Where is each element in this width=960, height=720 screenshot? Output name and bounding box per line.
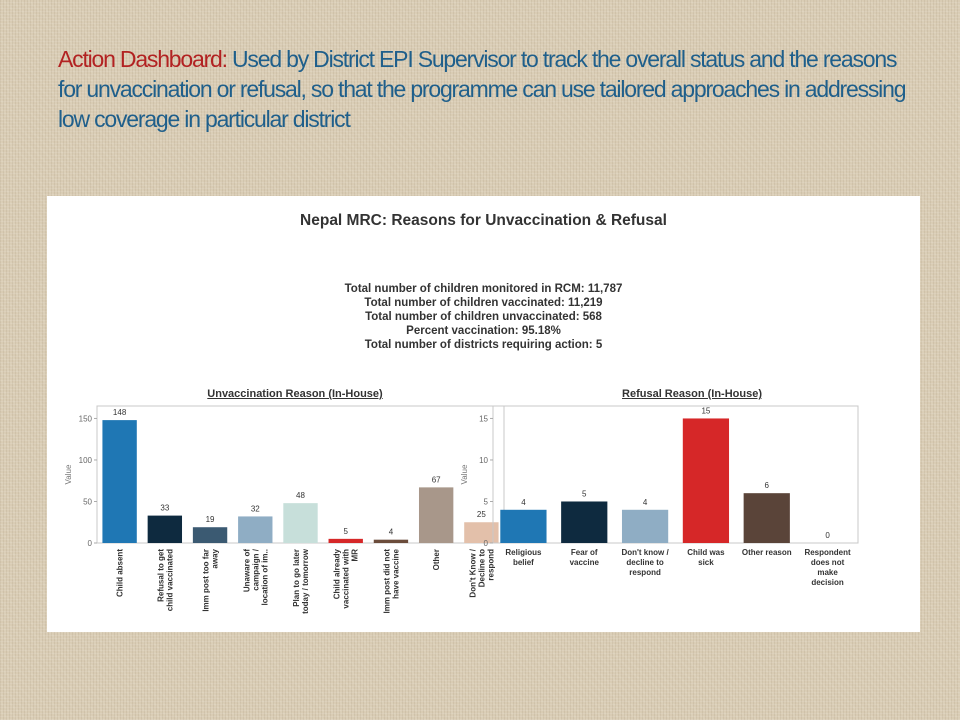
bar-2 bbox=[148, 516, 182, 543]
x-tick-label-8 bbox=[432, 549, 441, 570]
svg-text:Fear of: Fear of bbox=[570, 548, 598, 557]
bar-3 bbox=[622, 510, 668, 543]
x-tick-label-1 bbox=[505, 548, 542, 567]
svg-text:Other reason: Other reason bbox=[741, 548, 792, 557]
svg-text:away: away bbox=[210, 549, 220, 569]
svg-text:decline to: decline to bbox=[626, 558, 664, 567]
data-label-7: 4 bbox=[388, 527, 394, 537]
data-label-8: 67 bbox=[431, 475, 441, 485]
dashboard-title: Nepal MRC: Reasons for Unvaccination & Refusal bbox=[300, 212, 667, 229]
data-label-2: 5 bbox=[582, 489, 587, 499]
data-label-5: 48 bbox=[296, 491, 305, 501]
svg-text:Refusal to get: Refusal to get bbox=[156, 549, 166, 602]
y-tick-label: 10 bbox=[479, 455, 488, 465]
refusal-chart-title: Refusal Reason (In-House) bbox=[622, 388, 762, 400]
summary-children-monitored: Total number of children monitored in RCM: 11,787 bbox=[344, 283, 623, 295]
bar-2 bbox=[561, 501, 607, 543]
bar-4 bbox=[683, 418, 729, 543]
data-label-4: 15 bbox=[701, 406, 711, 416]
x-tick-label-1 bbox=[116, 549, 125, 597]
bar-4 bbox=[238, 516, 272, 543]
svg-text:Don't Know /: Don't Know / bbox=[468, 549, 478, 598]
y-axis-title: Value bbox=[460, 464, 469, 485]
svg-text:Child was: Child was bbox=[687, 548, 725, 557]
svg-text:Other: Other bbox=[432, 549, 442, 571]
svg-text:respond: respond bbox=[486, 549, 496, 581]
svg-text:campaign /: campaign / bbox=[251, 549, 261, 591]
svg-text:decision: decision bbox=[811, 578, 844, 587]
data-label-9: 25 bbox=[476, 510, 486, 520]
svg-text:Plan to go later: Plan to go later bbox=[292, 549, 301, 607]
dashboard-panel bbox=[47, 196, 920, 632]
data-label-1: 148 bbox=[112, 408, 127, 418]
y-tick-label: 5 bbox=[483, 497, 488, 507]
plot-area-frame bbox=[493, 406, 858, 543]
x-tick-label-5 bbox=[742, 548, 792, 557]
svg-text:vaccine: vaccine bbox=[569, 558, 599, 567]
refusal-bar-chart bbox=[457, 401, 897, 631]
summary-districts-requiring-action: Total number of districts requiring action: 5 bbox=[364, 339, 603, 351]
svg-text:Don't know /: Don't know / bbox=[621, 548, 669, 557]
y-tick-label: 100 bbox=[78, 455, 92, 465]
y-tick-label: 15 bbox=[479, 414, 488, 424]
y-tick-label: 0 bbox=[483, 539, 488, 548]
svg-text:Religious: Religious bbox=[505, 548, 542, 557]
svg-text:Imm post too far: Imm post too far bbox=[201, 549, 211, 612]
x-tick-label-2 bbox=[156, 549, 174, 612]
x-tick-label-3 bbox=[202, 548, 220, 611]
data-label-3: 19 bbox=[205, 515, 215, 525]
svg-text:Respondent: Respondent bbox=[804, 548, 851, 557]
bar-6 bbox=[329, 539, 363, 543]
summary-block bbox=[47, 282, 920, 352]
bar-1 bbox=[102, 420, 136, 543]
data-label-2: 33 bbox=[160, 503, 170, 513]
svg-text:belief: belief bbox=[512, 558, 534, 567]
bar-1 bbox=[500, 510, 546, 543]
svg-text:Child absent: Child absent bbox=[115, 549, 125, 598]
slide-title bbox=[58, 44, 908, 134]
svg-text:today / tomorrow: today / tomorrow bbox=[301, 549, 310, 614]
x-tick-label-5 bbox=[292, 548, 310, 614]
x-tick-label-6 bbox=[333, 548, 360, 608]
summary-children-vaccinated: Total number of children vaccinated: 11,219 bbox=[364, 297, 603, 309]
x-tick-label-3 bbox=[621, 548, 669, 577]
svg-text:MR: MR bbox=[350, 549, 360, 562]
svg-text:child vaccinated: child vaccinated bbox=[165, 549, 175, 612]
summary-children-unvaccinated: Total number of children unvaccinated: 568 bbox=[365, 311, 602, 323]
svg-text:does not: does not bbox=[810, 558, 845, 567]
y-tick-label: 0 bbox=[87, 539, 92, 548]
bar-8 bbox=[419, 487, 453, 543]
slide-title-rest: Used by District EPI Supervisor to track the overall status and the reasons for unvaccination or refusal, so that the programme can use tailored approaches in addressing low coverage in particular district bbox=[58, 46, 906, 132]
svg-text:Child already: Child already bbox=[332, 549, 342, 600]
y-tick-label: 50 bbox=[83, 497, 92, 507]
svg-text:Unaware of: Unaware of bbox=[242, 549, 252, 593]
svg-text:sick: sick bbox=[698, 558, 714, 567]
bar-7 bbox=[374, 540, 408, 543]
data-label-5: 6 bbox=[764, 481, 769, 491]
x-tick-label-2 bbox=[570, 548, 600, 567]
bar-5 bbox=[744, 493, 790, 543]
data-label-4: 32 bbox=[250, 504, 260, 514]
summary-percent-vaccination: Percent vaccination: 95.18% bbox=[406, 325, 561, 337]
x-tick-label-4 bbox=[687, 548, 725, 567]
slide-title-lead: Action Dashboard: bbox=[58, 46, 227, 72]
svg-text:make: make bbox=[817, 568, 838, 577]
data-label-6: 0 bbox=[825, 531, 830, 540]
svg-text:vaccinated with: vaccinated with bbox=[341, 549, 351, 609]
svg-text:Decline to: Decline to bbox=[477, 549, 487, 588]
bar-5 bbox=[283, 503, 317, 543]
data-label-6: 5 bbox=[343, 526, 348, 536]
svg-text:Imm post did not: Imm post did not bbox=[382, 549, 392, 614]
svg-text:location of im..: location of im.. bbox=[260, 549, 270, 606]
y-tick-label: 150 bbox=[78, 414, 92, 424]
unvaccination-bar-chart bbox=[53, 401, 496, 631]
y-axis-title: Value bbox=[64, 464, 73, 485]
unvaccination-chart-title: Unvaccination Reason (In-House) bbox=[207, 388, 383, 400]
data-label-1: 4 bbox=[521, 497, 526, 507]
svg-text:respond: respond bbox=[629, 568, 661, 577]
svg-text:have vaccine: have vaccine bbox=[391, 549, 401, 599]
data-label-3: 4 bbox=[642, 497, 648, 507]
x-tick-label-7 bbox=[382, 548, 400, 613]
x-tick-label-6 bbox=[804, 548, 851, 587]
bar-3 bbox=[193, 527, 227, 543]
x-tick-label-4 bbox=[242, 548, 269, 605]
